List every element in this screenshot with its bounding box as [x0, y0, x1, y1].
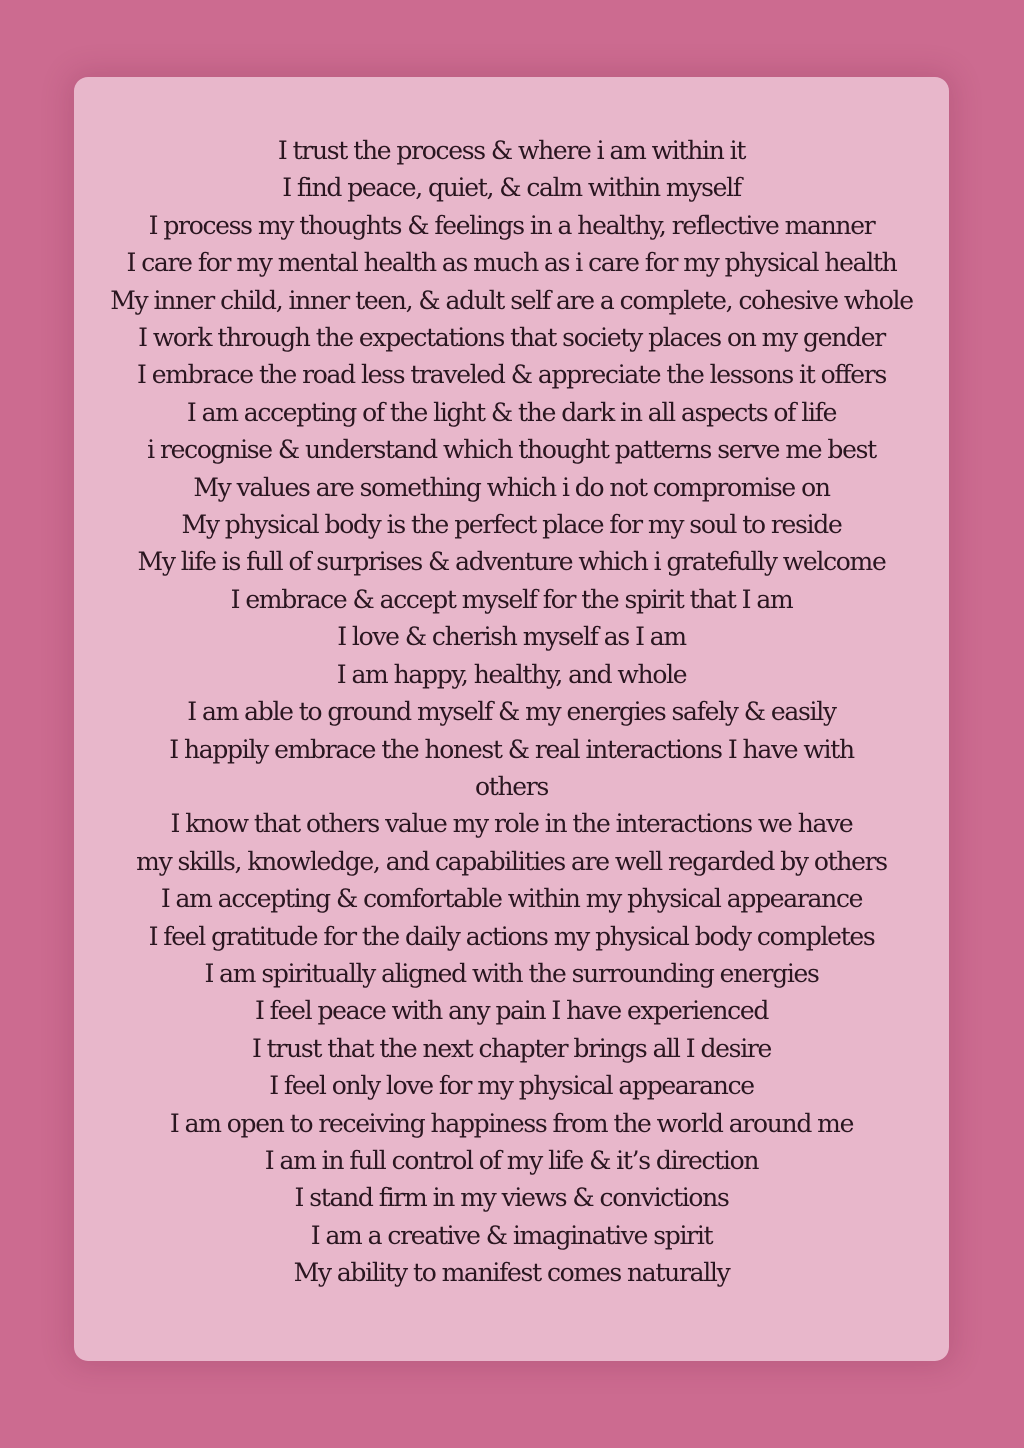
affirmation-line: I am accepting of the light & the dark in all aspects of life: [186, 397, 837, 427]
affirmation-line: I am open to receiving happiness from the world around me: [169, 1108, 854, 1138]
affirmation-line: I care for my mental health as much as i care for my physical health: [126, 248, 897, 278]
affirmation-line: I am accepting & comfortable within my physical appearance: [160, 884, 863, 914]
affirmation-line: I find peace, quiet, & calm within myself: [282, 173, 741, 203]
affirmation-line: I am spiritually aligned with the surrounding energies: [204, 958, 819, 988]
affirmation-line: I feel only love for my physical appearance: [269, 1071, 754, 1101]
affirmation-line: I embrace the road less traveled & appreciate the lessons it offers: [137, 360, 886, 390]
affirmation-line: I am a creative & imaginative spirit: [310, 1220, 713, 1250]
affirmation-line: My values are something which i do not compromise on: [193, 472, 830, 502]
affirmations-card: [74, 77, 949, 1361]
affirmation-line: My ability to manifest comes naturally: [293, 1258, 730, 1288]
affirmation-line: I work through the expectations that society places on my gender: [138, 323, 885, 353]
affirmation-line: I feel gratitude for the daily actions my physical body completes: [148, 921, 875, 951]
affirmation-line: I embrace & accept myself for the spirit that I am: [230, 584, 793, 614]
affirmation-line: i recognise & understand which thought patterns serve me best: [147, 435, 876, 465]
affirmation-line: I process my thoughts & feelings in a healthy, reflective manner: [148, 210, 875, 240]
affirmation-line: I know that others value my role in the interactions we have: [170, 809, 853, 839]
affirmation-line: I stand firm in my views & convictions: [294, 1183, 729, 1213]
affirmation-line: I trust that the next chapter brings all I desire: [251, 1033, 772, 1063]
affirmation-line: My inner child, inner teen, & adult self are a complete, cohesive whole: [110, 285, 913, 315]
affirmation-line: others: [475, 771, 548, 801]
affirmation-line: I am happy, healthy, and whole: [336, 659, 687, 689]
affirmations-list: [74, 132, 949, 1292]
affirmation-line: My life is full of surprises & adventure which i gratefully welcome: [137, 547, 886, 577]
affirmation-line: I feel peace with any pain I have experienced: [254, 996, 769, 1026]
affirmation-line: I am able to ground myself & my energies safely & easily: [187, 697, 836, 727]
affirmation-line: my skills, knowledge, and capabilities are well regarded by others: [136, 846, 887, 876]
affirmation-line: I love & cherish myself as I am: [337, 622, 686, 652]
affirmation-line: I am in full control of my life & it’s direction: [264, 1145, 759, 1175]
affirmation-line: I happily embrace the honest & real interactions I have with: [169, 734, 854, 764]
affirmation-line: My physical body is the perfect place for my soul to reside: [181, 510, 842, 540]
affirmation-line: I trust the process & where i am within it: [277, 136, 746, 165]
